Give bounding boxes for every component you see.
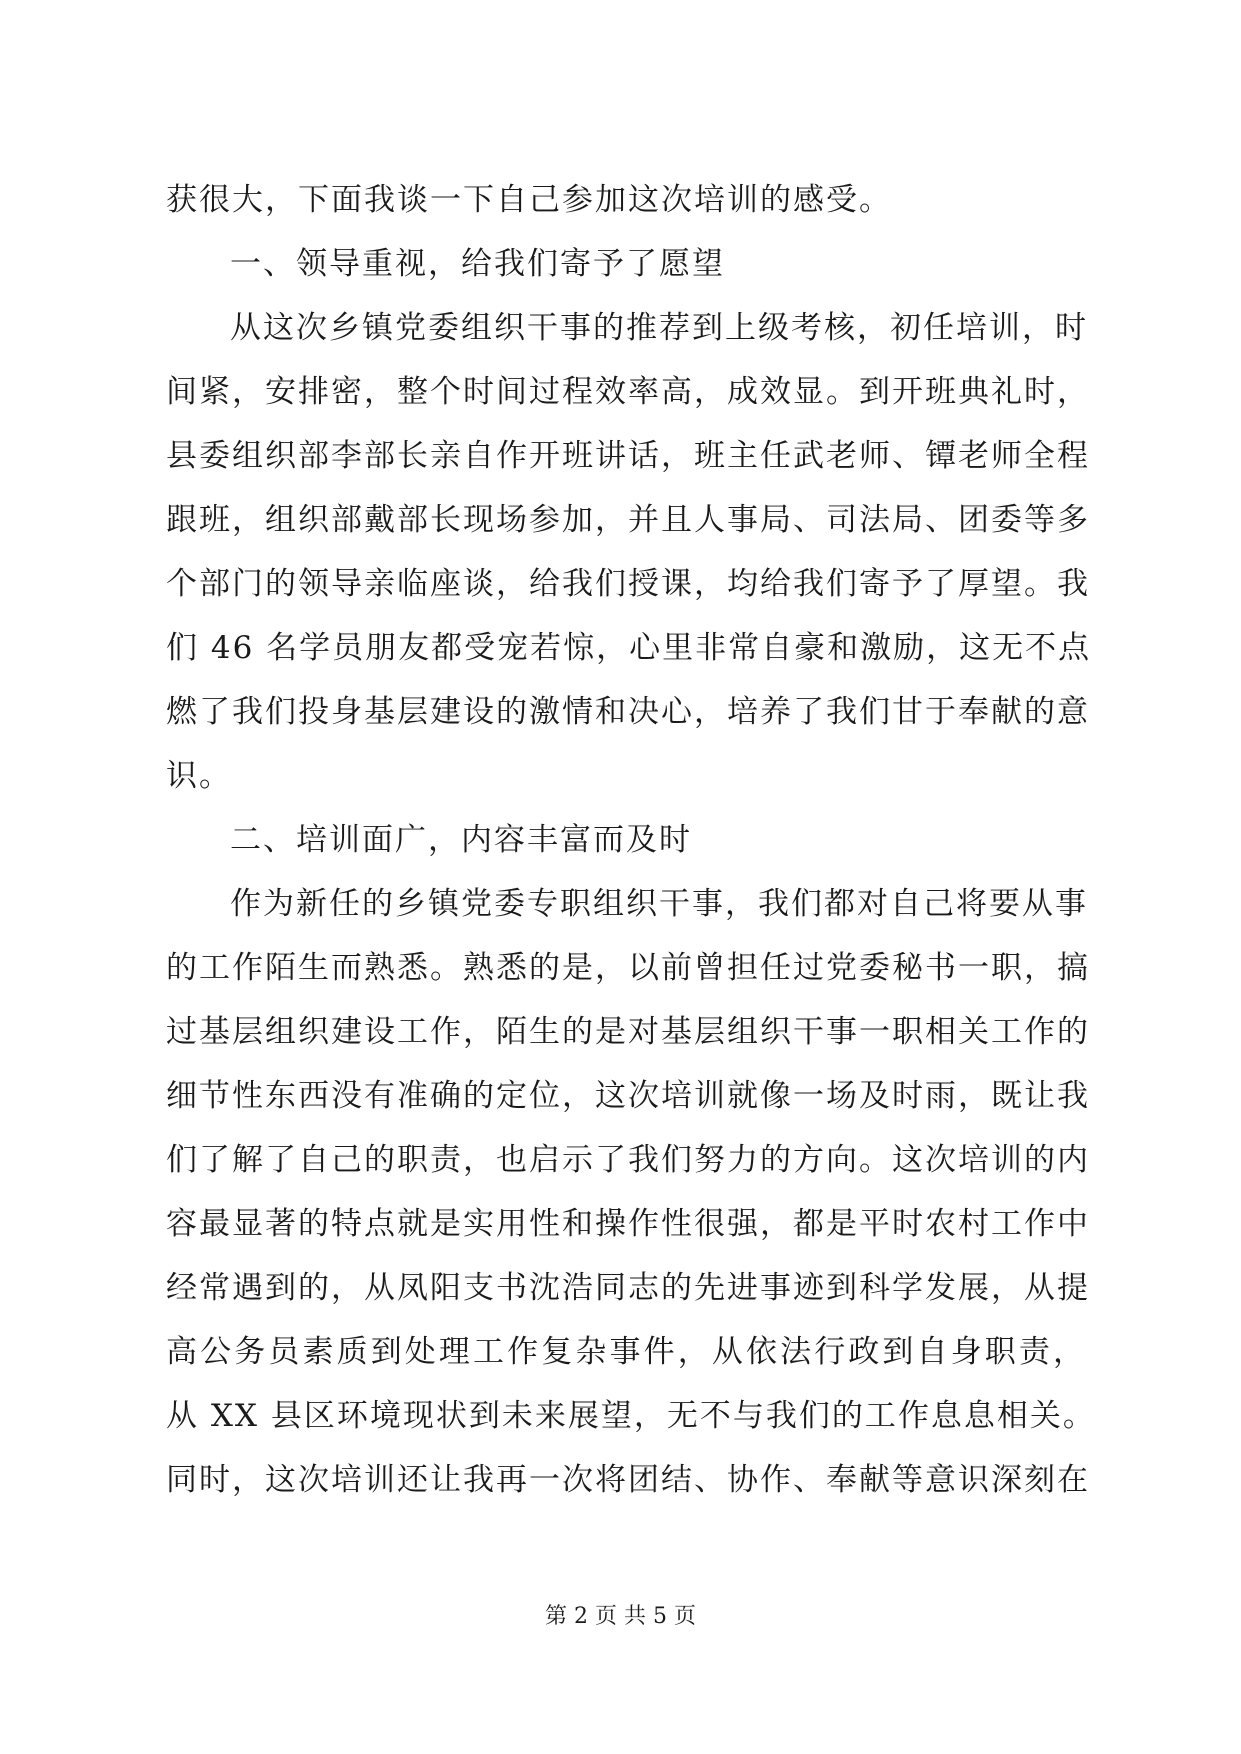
section-heading: 一、领导重视，给我们寄予了愿望 xyxy=(230,246,725,282)
text-line: 高公务员素质到处理工作复杂事件，从依法行政到自身职责， xyxy=(166,1334,1086,1370)
text-line: 经常遇到的，从凤阳支书沈浩同志的先进事迹到科学发展，从提 xyxy=(166,1270,1090,1306)
text-line: 获很大，下面我谈一下自己参加这次培训的感受。 xyxy=(166,182,892,218)
text-line: 同时，这次培训还让我再一次将团结、协作、奉献等意识深刻在 xyxy=(166,1462,1090,1498)
text-line: 们 46 名学员朋友都受宠若惊，心里非常自豪和激励，这无不点 xyxy=(166,630,1092,666)
text-line: 细节性东西没有准确的定位，这次培训就像一场及时雨，既让我 xyxy=(166,1078,1090,1114)
text-line: 过基层组织建设工作，陌生的是对基层组织干事一职相关工作的 xyxy=(166,1014,1090,1050)
text-line: 的工作陌生而熟悉。熟悉的是，以前曾担任过党委秘书一职，搞 xyxy=(166,950,1090,986)
section-heading: 二、培训面广，内容丰富而及时 xyxy=(230,822,692,858)
text-line: 们了解了自己的职责，也启示了我们努力的方向。这次培训的内 xyxy=(166,1142,1090,1178)
text-line: 燃了我们投身基层建设的激情和决心，培养了我们甘于奉献的意 xyxy=(166,694,1090,730)
text-line: 从 XX 县区环境现状到未来展望，无不与我们的工作息息相关。 xyxy=(166,1398,1096,1434)
text-line: 间紧，安排密，整个时间过程效率高，成效显。到开班典礼时， xyxy=(166,374,1090,410)
paragraph-first-line: 从这次乡镇党委组织干事的推荐到上级考核，初任培训，时 xyxy=(230,310,1088,346)
document-body xyxy=(166,168,1096,1512)
page-number-footer: 第 2 页 共 5 页 xyxy=(545,1604,696,1629)
text-line: 个部门的领导亲临座谈，给我们授课，均给我们寄予了厚望。我 xyxy=(166,566,1090,602)
text-line: 跟班，组织部戴部长现场参加，并且人事局、司法局、团委等多 xyxy=(166,502,1090,538)
text-line: 识。 xyxy=(166,758,232,794)
text-line: 容最显著的特点就是实用性和操作性很强，都是平时农村工作中 xyxy=(166,1206,1090,1242)
paragraph-first-line: 作为新任的乡镇党委专职组织干事，我们都对自己将要从事 xyxy=(230,886,1088,922)
text-line: 县委组织部李部长亲自作开班讲话，班主任武老师、镡老师全程 xyxy=(166,438,1090,474)
